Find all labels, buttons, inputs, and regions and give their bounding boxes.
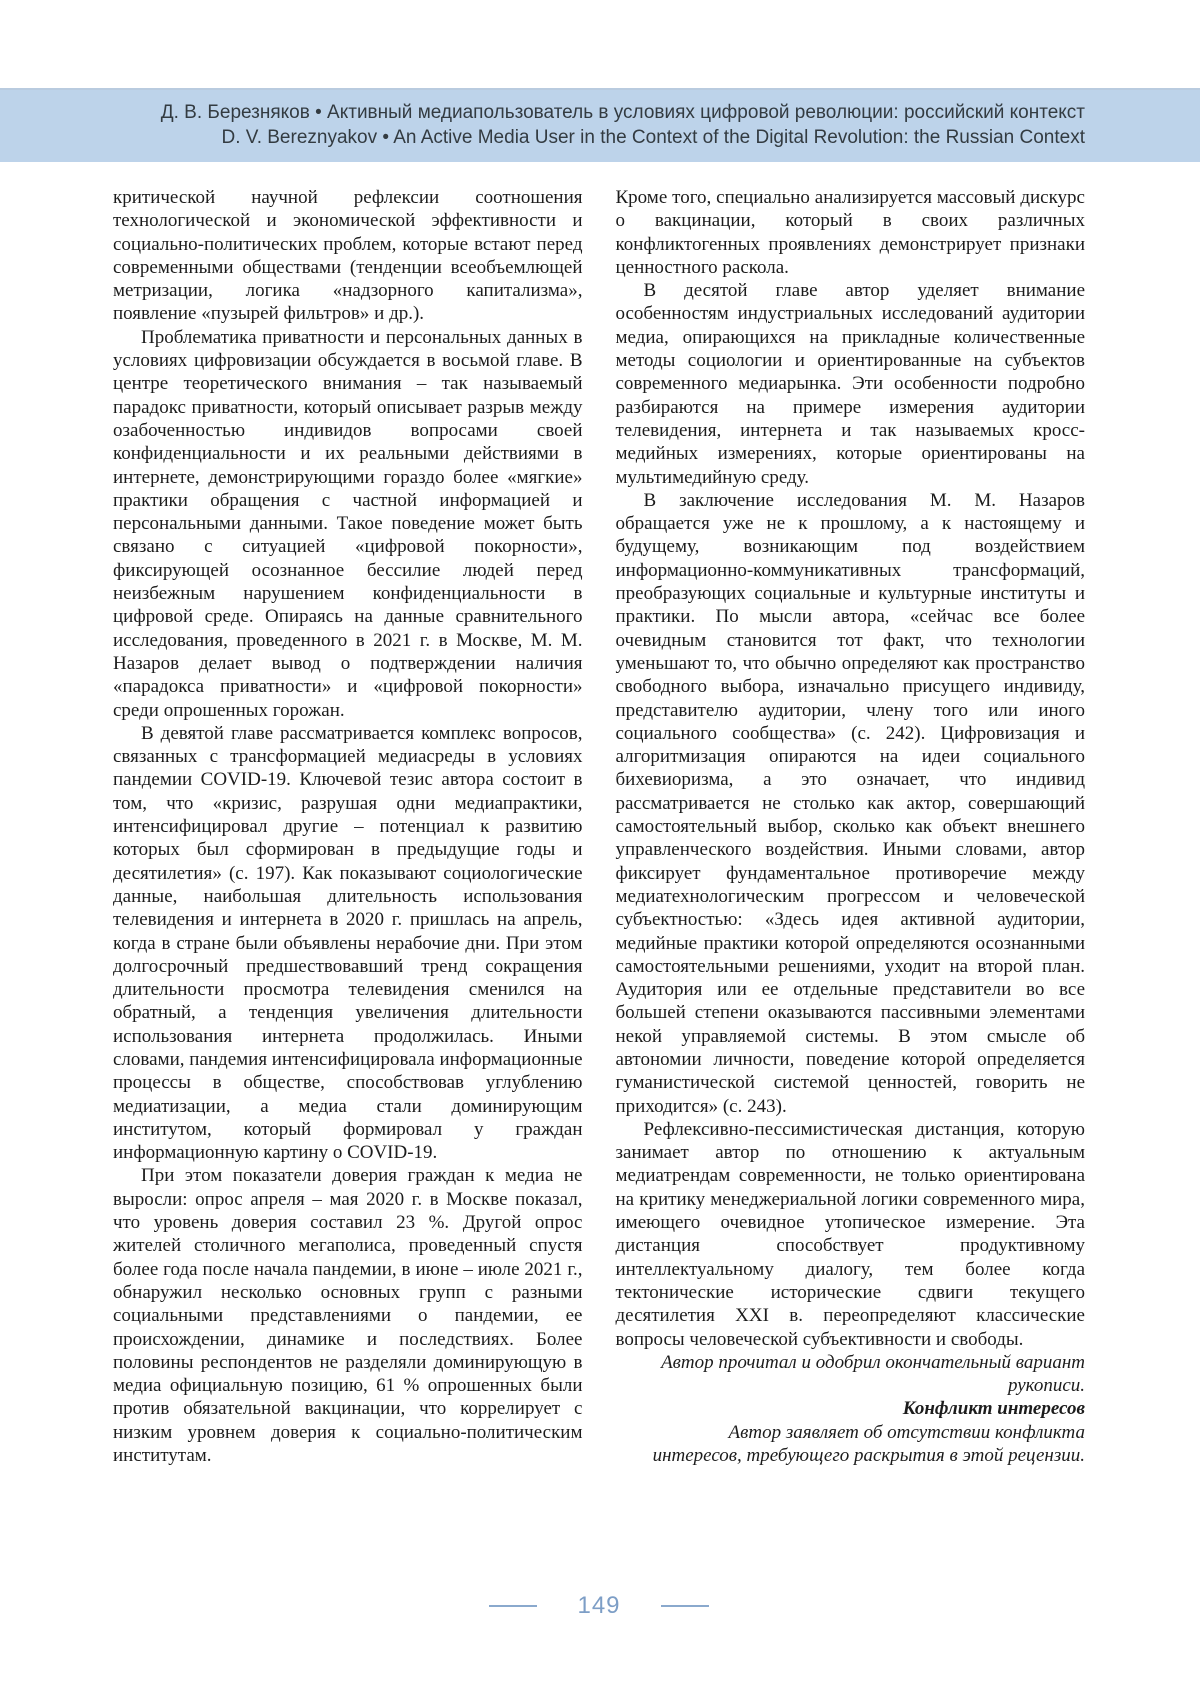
running-head-en: D. V. Bereznyakov • An Active Media User in the Context of the Digital Revolution: the Russian Context: [221, 127, 1085, 148]
paragraph: В заключение исследования М. М. Назаров обращается уже не к прошлому, а к настоящему и будущему, возникающим под воздействием информационно-коммуникативных трансформаций, преобразующих социальные и культурные институты и практики. По мысли автора, «сейчас все более очевидным становится тот факт, что технологии уменьшают то, что обычно определяют как пространство свободного выбора, изначально присущего индивиду, представителю аудитории, члену того или иного социального сообщества» (с. 242). Цифровизация и алгоритмизация опираются на идеи социального бихевиоризма, а это означает, что индивид рассматривается не столько как актор, совершающий самостоятельный выбор, сколько как объект внешнего управленческого воздействия. Иными словами, автор фиксирует фундаментальное противоречие между медиатехнологическим прогрессом и человеческой субъектностью: «Здесь идея активной аудитории, медийные практики которой определяются осознанными самостоятельными решениями, уходит на второй план. Аудитория или ее отдельные представители во все большей степени оказываются пассивными элементами некой управляемой системы. В этом смысле об автономии личности, поведение которой определяется гуманистической системой ценностей, говорить не приходится» (с. 243).: [615, 489, 1085, 1117]
paragraph: В девятой главе рассматривается комплекс вопросов, связанных с трансформацией медиасреды в условиях пандемии COVID-19. Ключевой тезис автора состоит в том, что «кризис, разрушая одни медиапрактики, интенсифицировал другие – потенциал к развитию которых был сформирован в предыдущие годы и десятилетия» (с. 197). Как показывают социологические данные, наибольшая длительность использования телевидения и интернета в 2020 г. пришлась на апрель, когда в стране были объявлены нерабочие дни. При этом долгосрочный предшествовавший тренд сокращения длительности просмотра телевидения сменился на обратный, а тенденция увеличения длительности использования интернета продолжилась. Иными словами, пандемия интенсифицировала информационные процессы в обществе, способствовав углублению медиатизации, а медиа стали доминирующим институтом, который формировал у граждан информационную картину о COVID-19.: [113, 722, 583, 1164]
author-approval-note: Автор прочитал и одобрил окончательный вариант рукописи.: [661, 1351, 1085, 1397]
paragraph: критической научной рефлексии соотношения технологической и экономической эффективности и социально-политических проблем, которые встают перед современными обществами (тенденции всеобъемлющей метризации, логика «надзорного капитализма», появление «пузырей фильтров» и др.).: [113, 187, 583, 325]
paragraph: Рефлексивно-пессимистическая дистанция, которую занимает автор по отношению к актуальным медиатрендам современности, не только ориентирована на критику менеджериальной логики современного мира, имеющего очевидное утопическое измерение. Эта дистанция способствует продуктивному интеллектуальному диалогу, тем более когда тектонические исторические сдвиги текущего десятилетия XXI в. переопределяют классические вопросы человеческой субъективности и свободы.: [615, 1118, 1085, 1350]
paragraph: Проблематика приватности и персональных данных в условиях цифровизации обсуждается в восьмой главе. В центре теоретического внимания – так называемый парадокс приватности, который описывает разрыв между озабоченностью индивидов вопросами своей конфиденциальности и их реальными действиями в интернете, демонстрирующими гораздо более «мягкие» практики обращения с частной информацией и персональными данными. Такое поведение может быть связано с ситуацией «цифровой покорности», фиксирующей осознанное бессилие людей перед неизбежным нарушением конфиденциальности в цифровой среде. Опираясь на данные сравнительного исследования, проведенного в 2021 г. в Москве, М. М. Назаров делает вывод о подтверждении наличия «парадокса приватности» и «цифровой покорности» среди опрошенных горожан.: [113, 326, 583, 721]
left-column: [113, 186, 583, 1467]
page-footer: [113, 1592, 1085, 1620]
article-body: [113, 186, 1085, 1467]
footer-rule-right: [661, 1605, 709, 1607]
conflict-of-interest-statement: Автор заявляет об отсутствии конфликта интересов, требующего раскрытия в этой рецензии.: [652, 1421, 1085, 1467]
paragraph: Кроме того, специально анализируется массовый дискурс о вакцинации, который в своих различных конфликтогенных проявлениях демонстрирует признаки ценностного раскола.: [615, 187, 1085, 278]
footer-rule-left: [489, 1605, 537, 1607]
right-column: [616, 186, 1086, 1467]
running-head-ru: Д. В. Березняков • Активный медиапользователь в условиях цифровой революции: российский контекст: [160, 102, 1085, 123]
running-head-band: [0, 88, 1200, 162]
page-number: 149: [577, 1592, 621, 1619]
paragraph: В десятой главе автор уделяет внимание особенностям индустриальных исследований аудитории медиа, опирающихся на прикладные количественные методы социологии и ориентированные на субъектов современного медиарынка. Эти особенности подробно разбираются на примере измерения аудитории телевидения, интернета и так называемых кросс-медийных измерениях, которые ориентированы на мультимедийную среду.: [615, 280, 1085, 488]
paragraph: При этом показатели доверия граждан к медиа не выросли: опрос апреля – мая 2020 г. в Москве показал, что уровень доверия составил 23 %. Другой опрос жителей столичного мегаполиса, проведенный спустя более года после начала пандемии, в июне – июле 2021 г., обнаружил несколько основных групп с разными социальными представлениями о пандемии, ее происхождении, динамике и последствиях. Более половины респондентов не разделяли доминирующую в медиа официальную позицию, 61 % опрошенных были против обязательной вакцинации, что коррелирует с низким уровнем доверия к социально-политическим институтам.: [113, 1165, 583, 1467]
conflict-of-interest-heading: Конфликт интересов: [902, 1398, 1085, 1420]
